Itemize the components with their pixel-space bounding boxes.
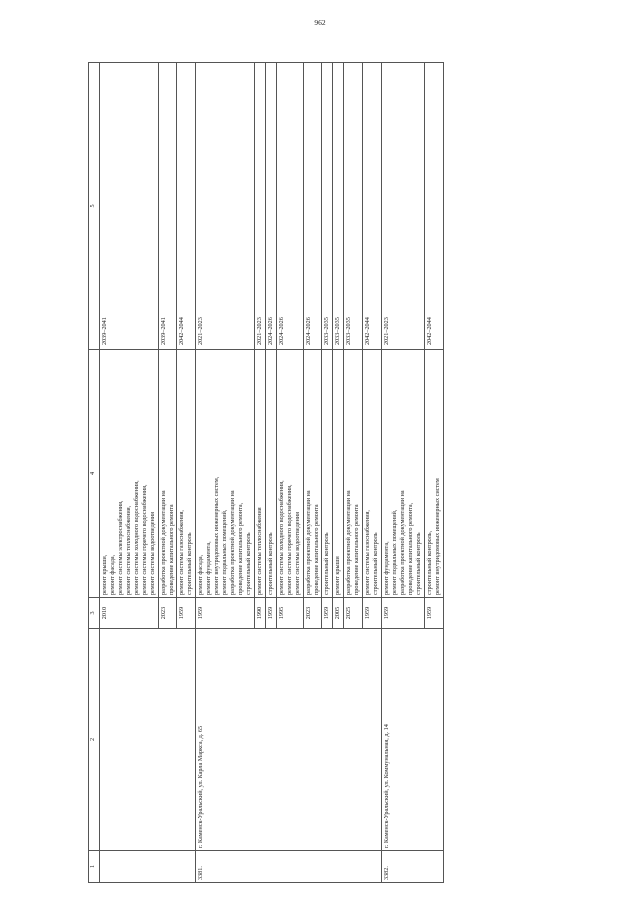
work-line: ремонт системы горячего водоснабжения, — [140, 484, 148, 595]
work-line: проведение капитального ремонта — [312, 504, 320, 595]
work-list — [333, 350, 344, 598]
work-line: строительный контроль — [323, 532, 331, 595]
work-line: разработка проектной документации на — [229, 490, 237, 595]
table-body — [100, 63, 444, 883]
commission-year: 1995 — [276, 598, 303, 629]
repair-period: 2021–2023 — [382, 63, 425, 350]
header-cell-1: 1 — [89, 851, 100, 883]
work-line: строительный контроль — [372, 532, 380, 595]
work-line: разработка проектной документации на — [304, 490, 312, 595]
rotated-table-container — [88, 63, 544, 883]
work-line: строительный контроль — [186, 532, 194, 595]
commission-year: 2023 — [158, 598, 177, 629]
work-line: ремонт системы теплоснабжения — [255, 507, 263, 595]
work-line: проведение капитального ремонта — [353, 504, 361, 595]
work-line: ремонт фундамента, — [383, 541, 391, 595]
repair-period: 2021–2023 — [196, 63, 255, 350]
work-list — [100, 350, 159, 598]
work-line: ремонт внутридомовых инженерных систем — [433, 478, 441, 595]
work-line: ремонт системы горячего водоснабжения, — [285, 484, 293, 595]
work-line: ремонт внутридомовых инженерных систем, — [213, 476, 221, 595]
work-line: проведение капитального ремонта, — [406, 502, 414, 595]
repair-period: 2039–2041 — [100, 63, 159, 350]
work-line: ремонт системы холодного водоснабжения, — [277, 480, 285, 595]
repair-period: 2021–2023 — [254, 63, 265, 350]
header-cell-2: 2 — [89, 629, 100, 851]
work-line: ремонт подвальных помещений, — [391, 509, 398, 595]
work-line: ремонт крыши — [334, 556, 342, 595]
work-list — [363, 350, 382, 598]
work-list — [322, 350, 333, 598]
header-cell-4: 4 — [89, 350, 100, 598]
commission-year: 2005 — [333, 598, 344, 629]
commission-year: 1959 — [196, 598, 255, 629]
work-line: ремонт подвальных помещений, — [221, 509, 229, 595]
header-cell-3: 3 — [89, 598, 100, 629]
work-line: ремонт системы холодного водоснабжения, — [132, 480, 140, 595]
table-row — [100, 63, 159, 883]
commission-year: 1959 — [363, 598, 382, 629]
work-list — [344, 350, 363, 598]
work-list — [265, 350, 276, 598]
work-list — [303, 350, 322, 598]
work-line: разработка проектной документации на — [159, 490, 167, 595]
work-line: ремонт крыши, — [101, 554, 108, 595]
work-line: ремонт системы газоснабжения, — [364, 510, 372, 595]
work-list — [196, 350, 255, 598]
repair-period: 2024–2026 — [303, 63, 322, 350]
work-line: ремонт фундамента, — [205, 541, 213, 595]
object-number: 3381. — [196, 851, 382, 883]
work-line: ремонт системы водоотведения — [148, 512, 156, 595]
work-list — [177, 350, 196, 598]
repair-period: 2042–2044 — [363, 63, 382, 350]
object-number — [100, 851, 196, 883]
work-line: разработка проектной документации на — [345, 490, 353, 595]
table-row — [196, 63, 255, 883]
work-line: ремонт фасада, — [197, 554, 205, 595]
work-line: строительный контроль — [266, 532, 274, 595]
work-line: строительный контроль — [244, 532, 252, 595]
commission-year: 1959 — [424, 598, 443, 629]
work-line: проведение капитального ремонта — [167, 504, 175, 595]
header-row — [89, 63, 100, 883]
commission-year: 1959 — [322, 598, 333, 629]
commission-year: 1959 — [382, 598, 425, 629]
repair-period: 2033–2035 — [322, 63, 333, 350]
work-line: проведение капитального ремонта, — [237, 502, 244, 595]
repair-period: 2024–2026 — [276, 63, 303, 350]
work-line: ремонт системы водоотведения — [293, 512, 301, 595]
header-cell-5: 5 — [89, 63, 100, 350]
work-line: ремонт фасада, — [108, 554, 116, 595]
table-row — [382, 63, 425, 883]
work-list — [276, 350, 303, 598]
repair-period: 2042–2044 — [424, 63, 443, 350]
work-list — [382, 350, 425, 598]
commission-year: 1959 — [177, 598, 196, 629]
work-line: разработка проектной документации на — [398, 490, 406, 595]
object-address: г. Каменск-Уральский, ул. Карла Маркса, д. 65 — [196, 629, 382, 851]
repair-period: 2042–2044 — [177, 63, 196, 350]
repair-period: 2024–2026 — [265, 63, 276, 350]
work-list — [424, 350, 443, 598]
object-address — [100, 629, 196, 851]
work-line: ремонт системы электроснабжения, — [116, 500, 124, 595]
work-line: ремонт системы газоснабжения, — [178, 510, 186, 595]
repair-schedule-table — [88, 62, 444, 883]
commission-year: 2023 — [303, 598, 322, 629]
work-list — [158, 350, 177, 598]
repair-period: 2039–2041 — [158, 63, 177, 350]
page-number: 962 — [314, 18, 326, 27]
work-line: строительный контроль — [414, 532, 422, 595]
work-line: ремонт системы теплоснабжения, — [124, 505, 132, 595]
work-list — [254, 350, 265, 598]
commission-year: 1959 — [265, 598, 276, 629]
work-line: строительный контроль, — [425, 530, 433, 595]
repair-period: 2033–2035 — [344, 63, 363, 350]
commission-year: 2025 — [344, 598, 363, 629]
commission-year: 1990 — [254, 598, 265, 629]
object-address: г. Каменск-Уральский, ул. Коммунальная, д. 14 — [382, 629, 444, 851]
repair-period: 2033–2035 — [333, 63, 344, 350]
object-number: 3382. — [382, 851, 444, 883]
commission-year: 2010 — [100, 598, 159, 629]
